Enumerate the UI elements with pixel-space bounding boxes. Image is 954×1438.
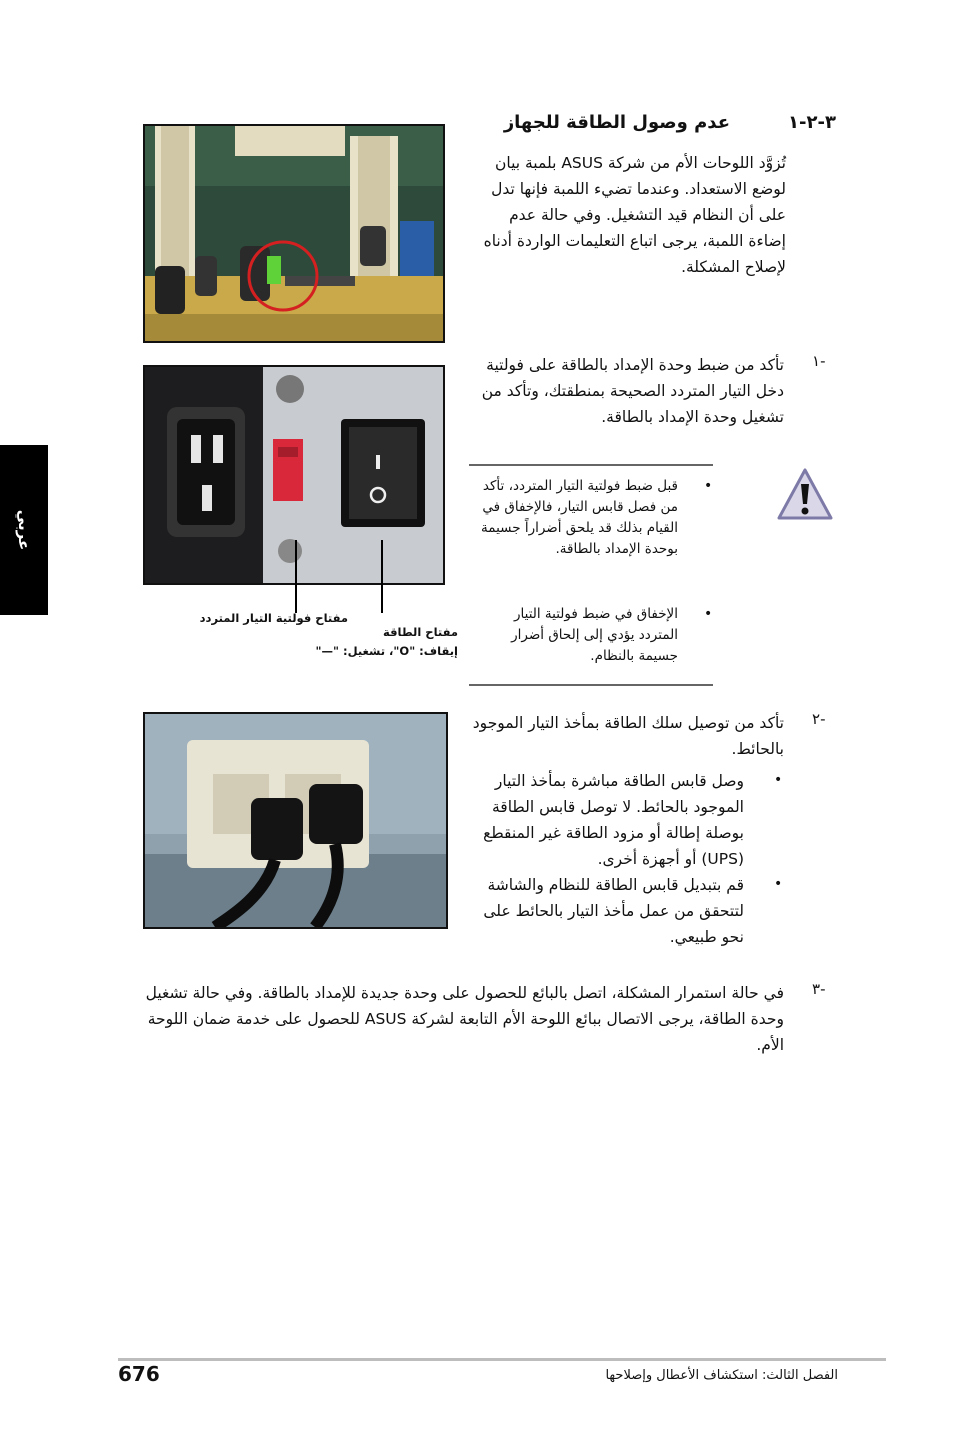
warning-item-2: الإخفاق في ضبط فولتية التيار المتردد يؤدي إلى إلحاق أضرار جسيمة بالنظام. bbox=[511, 606, 678, 664]
step-2-number: ٢- bbox=[812, 710, 826, 728]
intro-paragraph: تُزوَّد اللوحات الأم من شركة ASUS بلمبة بيان لوضع الاستعداد. وعندما تضيء اللمبة فإنها تدل على أن النظام قيد التشغيل. وفي حالة عدم إضاءة اللمبة، يرجى اتباع التعليمات الواردة أدناه لإصلاح المشكلة. bbox=[483, 154, 786, 276]
warning-bullet-1: • bbox=[704, 478, 713, 494]
switch-caption-line2: إيقاف: "O"، تشغيل: "—" bbox=[315, 644, 458, 658]
psu-illustration bbox=[145, 367, 443, 583]
step-1-text: تأكد من ضبط وحدة الإمداد بالطاقة على فولتية دخل التيار المتردد الصحيحة بمنطقتك، وتأكد من تشغيل وحدة الإمداد بالطاقة. bbox=[481, 356, 784, 426]
step-3-number: ٣- bbox=[812, 980, 826, 998]
warning-top-rule bbox=[469, 464, 713, 466]
section-number: ٣-٢-١ bbox=[788, 112, 836, 133]
section-title: عدم وصول الطاقة للجهاز bbox=[503, 112, 730, 133]
switch-pointer-line bbox=[381, 540, 383, 613]
language-tab-label: عربي bbox=[15, 509, 33, 551]
warning-bottom-rule bbox=[469, 684, 713, 686]
step2-bullet-2: • bbox=[774, 876, 783, 892]
motherboard-illustration bbox=[145, 126, 443, 341]
step-2-text: تأكد من توصيل سلك الطاقة بمأخذ التيار الموجود بالحائط. bbox=[472, 714, 784, 758]
voltage-pointer-line bbox=[295, 540, 297, 613]
footer-rule bbox=[118, 1358, 886, 1361]
warning-bullet-2: • bbox=[704, 606, 713, 622]
switch-caption-line1: مفتاح الطاقة bbox=[383, 625, 458, 639]
step2-bullet-1: • bbox=[774, 772, 783, 788]
warning-icon bbox=[776, 466, 834, 524]
motherboard-led-photo bbox=[143, 124, 445, 343]
voltage-caption: مفتاح فولتية التيار المتردد bbox=[199, 611, 348, 625]
outlet-illustration bbox=[145, 714, 446, 927]
page-number: 676 bbox=[118, 1362, 160, 1386]
power-supply-photo bbox=[143, 365, 445, 585]
warning-item-1: قبل ضبط فولتية التيار المتردد، تأكد من فصل قابس التيار، فالإخفاق في القيام بذلك قد يلحق أضراراً جسيمة بوحدة الإمداد بالطاقة. bbox=[481, 478, 678, 557]
language-side-tab bbox=[0, 445, 48, 615]
footer-chapter: الفصل الثالث: استكشاف الأعطال وإصلاحها bbox=[605, 1368, 838, 1383]
step2-item-1: وصل قابس الطاقة مباشرة بمأخذ التيار الموجود بالحائط. لا توصل قابس الطاقة بوصلة إطالة أو مزود الطاقة غير المنقطع (UPS) أو أجهزة أخرى. bbox=[483, 772, 744, 868]
step-1-number: ١- bbox=[812, 352, 826, 370]
step2-item-2: قم بتبديل قابس الطاقة للنظام والشاشة لتتحقق من عمل مأخذ التيار بالحائط على نحو طبيعي. bbox=[483, 876, 744, 946]
step-3-text: في حالة استمرار المشكلة، اتصل بالبائع للحصول على وحدة جديدة للإمداد بالطاقة. وفي حالة تشغيل وحدة الطاقة، يرجى الاتصال ببائع اللوحة الأم التابعة لشركة ASUS للحصول على خدمة ضمان اللوحة الأم. bbox=[145, 984, 784, 1054]
wall-outlet-photo bbox=[143, 712, 448, 929]
